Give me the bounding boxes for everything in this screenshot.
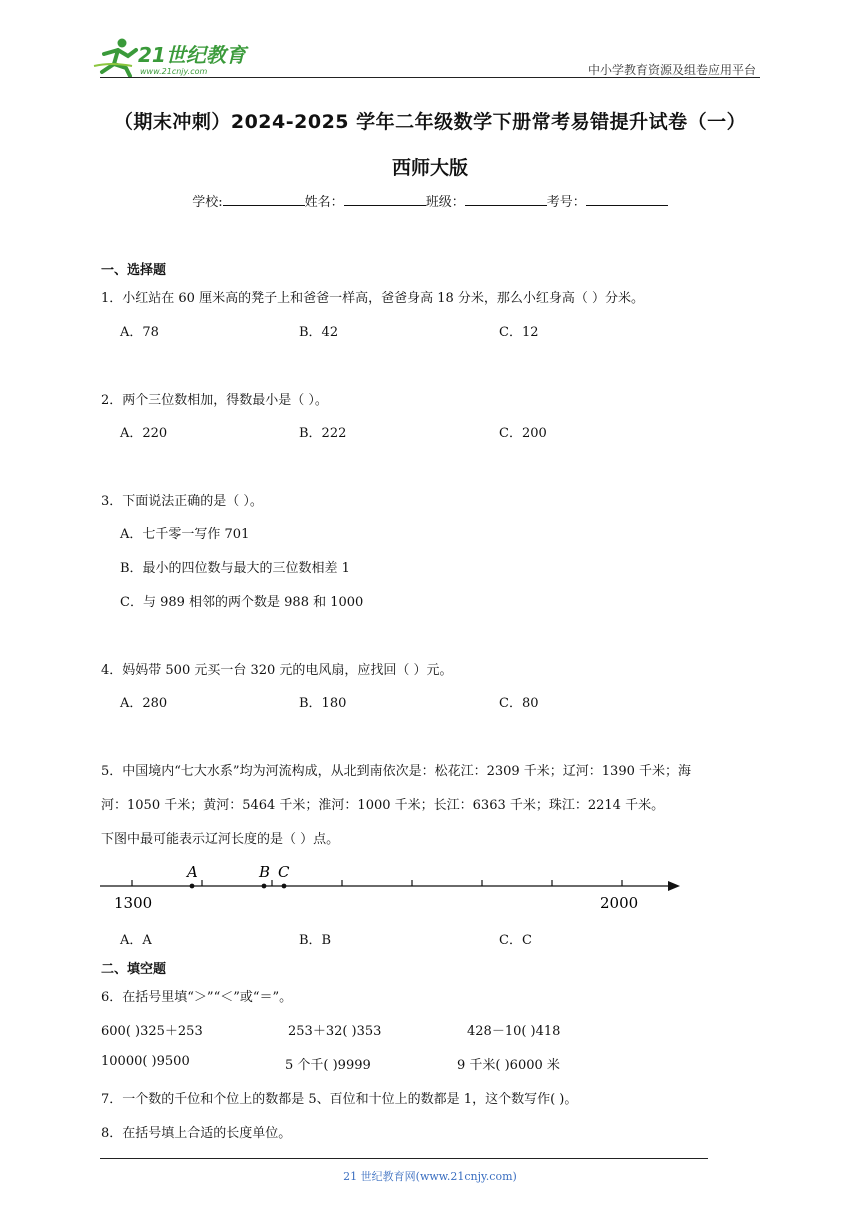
point-b-label: B bbox=[259, 863, 271, 881]
question-8: 8．在括号填上合适的长度单位。 bbox=[101, 1126, 292, 1141]
school-label: 学校: bbox=[192, 195, 223, 210]
name-blank[interactable] bbox=[344, 193, 426, 206]
section-title-fill: 二、填空题 bbox=[101, 962, 167, 977]
exam-no-label: 考号： bbox=[546, 195, 586, 210]
q2-option-b[interactable]: B．222 bbox=[299, 426, 347, 441]
q5-option-c[interactable]: C．C bbox=[499, 933, 532, 948]
q2-option-a[interactable]: A．220 bbox=[120, 426, 168, 441]
question-1: 1．小红站在 60 厘米高的凳子上和爸爸一样高，爸爸身高 18 分米，那么小红身高（ ）分米。 bbox=[101, 291, 645, 306]
footer-divider bbox=[100, 1158, 708, 1159]
q6-row1-item3[interactable]: 428－10( )418 bbox=[467, 1024, 561, 1039]
q6-row2-item2[interactable]: 5 个千( )9999 bbox=[285, 1058, 371, 1073]
question-4: 4．妈妈带 500 元买一台 320 元的电风扇，应找回（ ）元。 bbox=[101, 663, 453, 678]
q3-option-b[interactable]: B．最小的四位数与最大的三位数相差 1 bbox=[120, 561, 350, 576]
q4-option-b[interactable]: B．180 bbox=[299, 696, 347, 711]
number-line-arrow-icon bbox=[668, 881, 680, 891]
q5-option-b[interactable]: B．B bbox=[299, 933, 332, 948]
point-c-dot bbox=[282, 884, 287, 889]
question-3: 3．下面说法正确的是（ ）。 bbox=[101, 494, 263, 509]
number-line-ticks bbox=[132, 880, 622, 886]
logo-text: 21世纪教育 bbox=[138, 43, 246, 67]
q6-row2-item3[interactable]: 9 千米( )6000 米 bbox=[457, 1058, 560, 1073]
footer-text[interactable]: 21 世纪教育网(www.21cnjy.com) bbox=[343, 1170, 517, 1183]
question-5-line2: 河：1050 千米；黄河：5464 千米；淮河：1000 千米；长江：6363 千米；珠江：2214 千米。 bbox=[101, 798, 665, 813]
question-5-line1: 5．中国境内“七大水系”均为河流构成，从北到南依次是：松花江：2309 千米；辽河：1390 千米；海 bbox=[101, 764, 691, 779]
question-5-line3: 下图中最可能表示辽河长度的是（ ）点。 bbox=[101, 832, 340, 847]
exam-subtitle: 西师大版 bbox=[391, 157, 468, 179]
question-7: 7．一个数的千位和个位上的数都是 5、百位和十位上的数都是 1，这个数写作( )。 bbox=[101, 1092, 578, 1107]
school-blank[interactable] bbox=[223, 193, 305, 206]
q6-row1-item2[interactable]: 253＋32( )353 bbox=[288, 1024, 382, 1039]
name-label: 姓名： bbox=[304, 195, 344, 210]
start-label: 1300 bbox=[114, 894, 153, 912]
student-info-line bbox=[0, 191, 860, 210]
header-divider bbox=[100, 77, 760, 78]
q1-option-b[interactable]: B．42 bbox=[299, 325, 339, 340]
point-c-label: C bbox=[278, 863, 290, 881]
question-2: 2．两个三位数相加，得数最小是（ ）。 bbox=[101, 393, 328, 408]
end-label: 2000 bbox=[600, 894, 639, 912]
number-line-figure bbox=[96, 856, 696, 918]
exam-title: （期末冲刺）2024-2025 学年二年级数学下册常考易错提升试卷（一） bbox=[113, 111, 747, 133]
q2-option-c[interactable]: C．200 bbox=[499, 426, 547, 441]
logo-url: www.21cnjy.com bbox=[140, 67, 208, 76]
q6-row2-item1[interactable]: 10000( )9500 bbox=[101, 1054, 190, 1069]
point-a-dot bbox=[190, 884, 195, 889]
q1-option-c[interactable]: C．12 bbox=[499, 325, 539, 340]
point-a-label: A bbox=[187, 863, 198, 881]
class-blank[interactable] bbox=[465, 193, 547, 206]
q1-option-a[interactable]: A．78 bbox=[120, 325, 159, 340]
class-label: 班级： bbox=[425, 195, 465, 210]
q6-row1-item1[interactable]: 600( )325＋253 bbox=[101, 1024, 203, 1039]
q4-option-a[interactable]: A．280 bbox=[120, 696, 168, 711]
platform-name: 中小学教育资源及组卷应用平台 bbox=[587, 63, 756, 77]
q3-option-a[interactable]: A．七千零一写作 701 bbox=[120, 527, 250, 542]
q4-option-c[interactable]: C．80 bbox=[499, 696, 539, 711]
exam-no-blank[interactable] bbox=[586, 193, 668, 206]
section-title-choice: 一、选择题 bbox=[101, 263, 167, 278]
question-6: 6．在括号里填“＞”“＜”或“＝”。 bbox=[101, 990, 293, 1005]
site-logo bbox=[92, 36, 262, 80]
q5-option-a[interactable]: A．A bbox=[120, 933, 152, 948]
point-b-dot bbox=[262, 884, 267, 889]
runner-logo-icon bbox=[92, 36, 262, 80]
q3-option-c[interactable]: C．与 989 相邻的两个数是 988 和 1000 bbox=[120, 595, 364, 610]
